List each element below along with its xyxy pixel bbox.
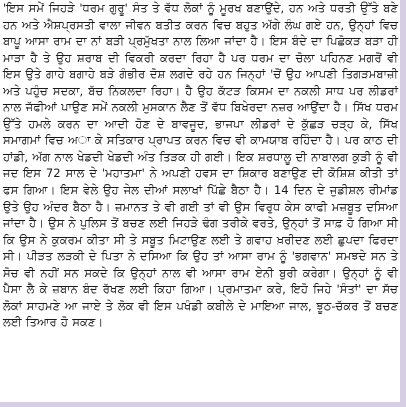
article-body-paragraph: 'ਇਸ ਸਮੇਂ ਜਿਹੜੇ 'ਧਰਮ ਗੁਰੂ' ਸੰਤ ਤੇ ਵੱਧ ਲੋਕਾਂ ਨੂੰ ਮੂਰਖ ਬਣਾਉਂਦੇ, ਹਨ ਅਤੇ ਧਰਤੀ ਉੱਤੇ ਬਣੇ ਹਨ ਅਤੇ ਐਸ਼ਪ੍ਰਸਤੀ ਵਾਲਾ ਜੀਵਨ ਬਤੀਤ ਕਰਨ ਵਿਚ ਬਹੁਤ ਅੱਗੇ ਲੰਘ ਗਏ ਹਨ, ਉਨ੍ਹਾਂ ਵਿਚ ਬਾਪੂ ਆਸਾ ਰਾਮ ਦਾ ਨਾਂ ਬੜੀ ਪ੍ਰਮੁੱਖਤਾ ਨਾਲ ਲਿਆ ਜਾਂਦਾ ਹੈ। ਇਸ ਬੰਦੇ ਦਾ ਪਿਛੋਕੜ ਬੜਾ ਹੀ ਮਾੜਾ ਹੈ ਤੇ ਉਹ ਸ਼ਰਾਬ ਦੀ ਵਿਕਰੀ ਕਰਦਾ ਰਿਹਾ ਹੈ ਪਰ ਧਰਮ ਦਾ ਚੋਲਾ ਪਹਿਨਣ ਮਗਰੋਂ ਵੀ ਇਸ ਉਤੇ ਗਾਹੇ ਬਗਾਹੇ ਬੜੇ ਗੰਭੀਰ ਦੋਸ਼ ਲਗਦੇ ਰਹੇ ਹਨ ਜਿਨ੍ਹਾਂ 'ਚੋਂ ਉਹ ਆਪਣੀ ਤਿਗੜਮਬਾਜ਼ੀ ਅਤੇ ਪਹੁੰਚ ਸਦਕਾ, ਬੱਚ ਨਿਕਲਦਾ ਰਿਹਾ। ਹੈ ਉਹ ਕੱਟੜ ਕਿਸਮ ਦਾ ਨਕਲੀ ਸਾਧ ਪਰ ਲੀਡਰਾਂ ਨਾਲ ਜੱਫੀਆਂ ਪਾਉਣ ਸਮੇਂ ਨਕਲੀ ਮੁਸਕਾਨ ਲੈਣ ਤੋਂ ਵੱਧ ਬਿਖੇਰਦਾ ਨਜ਼ਰ ਆਉਂਦਾ ਹੈ। ਸਿੱਖ ਧਰਮ ਉੱਤੇ ਹਮਲੇ ਕਰਨ ਦਾ ਆਦੀ ਹੋਣ ਦੇ ਬਾਵਜੂਦ, ਭਾਜਪਾ ਲੀਡਰਾਂ ਦੇ ਕੁੱਛੜ ਚੜ੍ਹ ਕੇ, ਸਿੱਖ ਸਮਾਗਮਾਂ ਵਿਚ ਅਾ ਕੇ ਸਤਿਕਾਰ ਪ੍ਰਾਪਤ ਕਰਨ ਵਿਚ ਵੀ ਕਾਮਯਾਬ ਰਹਿੰਦਾ ਹੈ। ਪਰ ਕਾਠ ਦੀ ਹਾਂਡੀ, ਅੱਗ ਨਾਲ ਖੇਡਦੀ ਖੇਡਦੀ ਅੰਤ ਤਿੜਕ ਹੀ ਗਈ। ਇਕ ਸ਼ਰਧਾਲੂ ਦੀ ਨਾਬਾਲਗ ਕੁੜੀ ਨੂੰ ਵੀ ਜਦ ਇਸ 72 ਸਾਲ ਦੇ 'ਮਹਾਤਮਾ' ਨੇ ਅਪਣੀ ਹਵਸ ਦਾ ਸ਼ਿਕਾਰ ਬਣਾਉਣ ਦੀ ਕੋਸ਼ਿਸ਼ ਕੀਤੀ ਤਾਂ ਫਸ ਗਿਆ। ਇਸ ਵੇਲੇ ਉਹ ਜੇਲ ਦੀਆਂ ਸਲਾਖਾਂ ਪਿੱਛੇ ਬੈਠਾ ਹੈ। 14 ਦਿਨ ਦੇ ਜੁਡੀਸ਼ਲ ਰੀਮਾਂਡ ਉਤੇ ਉਹ ਅੰਦਰ ਬੈਠਾ ਹੈ। ਜ਼ਮਾਨਤ ਤੇ ਵੀ ਗਈ ਤਾਂ ਵੀ ਉਸ ਵਿਰੁਧ ਕੇਸ ਕਾਫੀ ਮਜ਼ਬੂਤ ਦਸਿਆ ਜਾਂਦਾ ਹੈ। ਉਸ ਨੇ ਪੁਲਿਸ ਤੋਂ ਬਚਣ ਲਈ ਜਿਹੜੇ ਢੰਗ ਤਰੀਕੇ ਵਰਤੇ, ਉਨ੍ਹਾਂ ਤੋਂ ਸਾਫ਼ ਹੋ ਗਿਆ ਸੀ ਕਿ ਉਸ ਨੇ ਕੁਕਰਮ ਕੀਤਾ ਸੀ ਤੇ ਸਬੂਤ ਮਿਟਾਉਣ ਲਈ ਤੇ ਗਵਾਹ ਖ਼ਰੀਦਣ ਲਈ ਛੁਪਦਾ ਫਿਰਦਾ ਸੀ। ਪੀੜਤ ਲੜਕੀ ਦੇ ਪਿਤਾ ਨੇ ਦਸਿਆ ਕਿ ਉਹ ਤਾਂ ਆਸਾ ਰਾਮ ਨੂੰ 'ਭਗਵਾਨ' ਸਮਝਦੇ ਸਨ ਤੇ ਸੋਚ ਵੀ ਨਹੀਂ ਸਨ ਸਕਦੇ ਕਿ ਉਨ੍ਹਾਂ ਨਾਲ ਵੀ ਆਸਾ ਰਾਮ ਏਨੀ ਬੁਰੀ ਕਰੇਗਾ। ਉਨ੍ਹਾਂ ਨੂੰ ਵੀ ਪੈਸਾ ਲੈ ਕੇ ਜ਼ਬਾਨ ਬੰਦ ਰੱਖਣ ਲਈ ਕਿਹਾ ਗਿਆ। ਪ੍ਰਮਾਤਮਾ ਕਰੇ, ਇਹੋ ਜਿਹੇ 'ਸੰਤਾਂ' ਦਾ ਸੱਚ ਲੋਕਾਂ ਸਾਹਮਣੇ ਆ ਜਾਏ ਤੇ ਲੋਕ ਵੀ ਇਸ ਪਖੰਡੀ ਕਬੀਲੇ ਦੇ ਮਾਇਆ ਜਾਲ, ਝੂਠ-ਚੱਕਰ ਤੋਂ ਬਚਣ ਲਈ ਤਿਆਰ ਹੋ ਸਕਣ। [3, 1, 398, 330]
clipping-border [0, 402, 400, 407]
